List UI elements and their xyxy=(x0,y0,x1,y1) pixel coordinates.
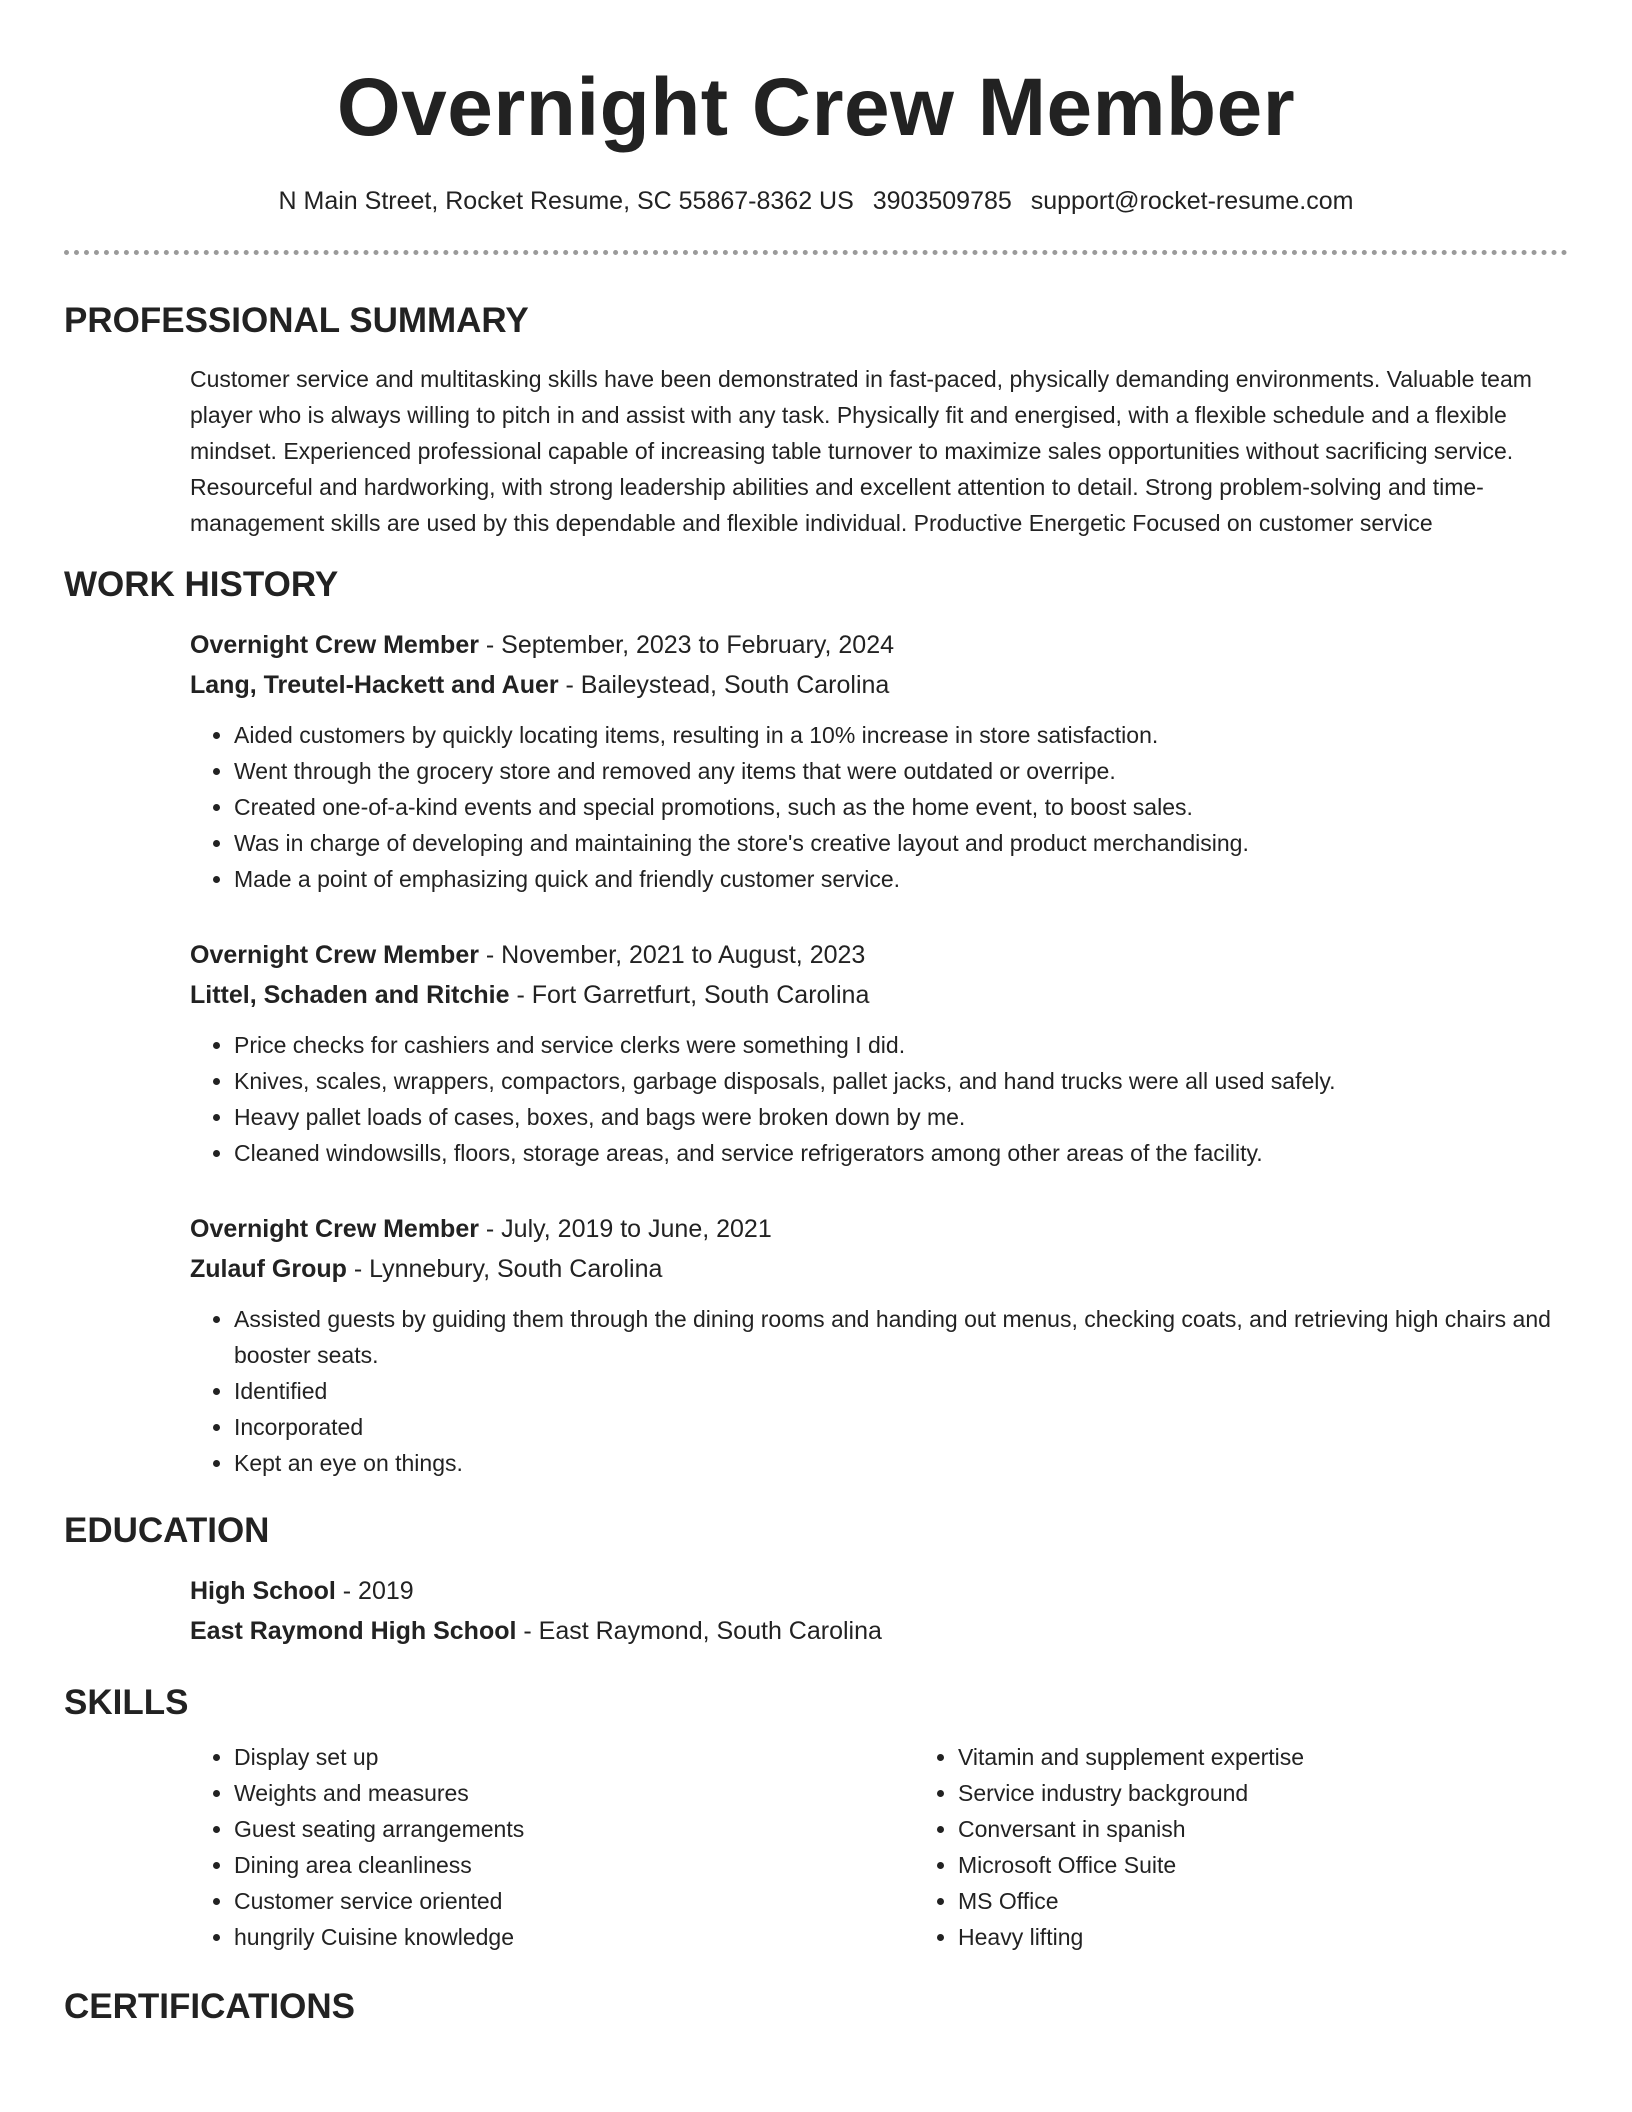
summary-text: Customer service and multitasking skills have been demonstrated in fast-paced, physically demanding environments. Valuable team player who is always willing to pitch in and assist with any task. Physically fit and energised, with a flexible schedule and a flexible mindset. Experienced professional capable of increasing table turnover to maximize sales opportunities without sacrificing service. Resourceful and hardworking, with strong leadership abilities and excellent attention to detail. Strong problem-solving and time-management skills are used by this dependable and flexible individual. Productive Energetic Focused on customer service xyxy=(190,366,1532,536)
job-entry xyxy=(190,1209,1568,1481)
job-company: Littel, Schaden and Ritchie xyxy=(190,981,510,1009)
job-bullets xyxy=(190,717,1568,897)
work-history-heading: WORK HISTORY xyxy=(64,565,339,604)
job-bullet: • Price checks for cashiers and service clerks were something I did. xyxy=(234,1027,1568,1063)
education-heading: EDUCATION xyxy=(64,1511,270,1550)
job-role: Overnight Crew Member xyxy=(190,631,479,659)
job-title-line xyxy=(190,1209,1568,1249)
contact-address: N Main Street, Rocket Resume, SC 55867-8362 US xyxy=(278,187,854,215)
job-bullet: • Created one-of-a-kind events and special promotions, such as the home event, to boost sales. xyxy=(234,789,1568,825)
education-degree: High School xyxy=(190,1577,336,1605)
summary-heading: PROFESSIONAL SUMMARY xyxy=(64,301,529,340)
job-location: - Lynnebury, South Carolina xyxy=(346,1255,663,1283)
job-role: Overnight Crew Member xyxy=(190,1215,479,1243)
skill-item: • Service industry background xyxy=(958,1775,1304,1811)
job-company: Zulauf Group xyxy=(190,1255,347,1283)
job-bullet: • Cleaned windowsills, floors, storage areas, and service refrigerators among other areas of the facility. xyxy=(234,1135,1568,1171)
job-bullet: • Incorporated xyxy=(234,1409,1568,1445)
job-dates: - September, 2023 to February, 2024 xyxy=(478,631,895,659)
education-school-line xyxy=(190,1611,1568,1651)
job-dates: - November, 2021 to August, 2023 xyxy=(478,941,866,969)
job-bullet: • Was in charge of developing and maintaining the store's creative layout and product merchandising. xyxy=(234,825,1568,861)
skill-item: • Dining area cleanliness xyxy=(234,1847,914,1883)
job-title-line xyxy=(190,935,1568,975)
contact-phone: 3903509785 xyxy=(872,187,1012,215)
education-degree-line xyxy=(190,1571,1568,1611)
skill-item: • Conversant in spanish xyxy=(958,1811,1304,1847)
skill-item: • Display set up xyxy=(234,1739,914,1775)
skill-item: • Vitamin and supplement expertise xyxy=(958,1739,1304,1775)
job-bullet: • Went through the grocery store and removed any items that were outdated or overripe. xyxy=(234,753,1568,789)
skills-column-right xyxy=(914,1739,1304,1955)
work-history-list xyxy=(64,625,1568,1481)
contact-email: support@rocket-resume.com xyxy=(1030,187,1354,215)
job-dates: - July, 2019 to June, 2021 xyxy=(478,1215,772,1243)
skill-item: • Weights and measures xyxy=(234,1775,914,1811)
job-entry xyxy=(190,625,1568,897)
skill-item: • Guest seating arrangements xyxy=(234,1811,914,1847)
contact-line xyxy=(64,184,1568,218)
job-location: - Baileystead, South Carolina xyxy=(558,671,890,699)
job-role: Overnight Crew Member xyxy=(190,941,479,969)
job-location: - Fort Garretfurt, South Carolina xyxy=(509,981,870,1009)
job-bullet: • Kept an eye on things. xyxy=(234,1445,1568,1481)
job-bullet: • Aided customers by quickly locating items, resulting in a 10% increase in store satisfaction. xyxy=(234,717,1568,753)
header-divider xyxy=(64,250,1568,255)
skills-heading: SKILLS xyxy=(64,1683,189,1722)
education-entry xyxy=(190,1571,1568,1651)
job-bullets xyxy=(190,1027,1568,1171)
job-bullets xyxy=(190,1301,1568,1481)
job-company: Lang, Treutel-Hackett and Auer xyxy=(190,671,559,699)
education-location: - East Raymond, South Carolina xyxy=(516,1617,882,1645)
education-school: East Raymond High School xyxy=(190,1617,517,1645)
job-bullet: • Heavy pallet loads of cases, boxes, and bags were broken down by me. xyxy=(234,1099,1568,1135)
job-title-line xyxy=(190,625,1568,665)
resume-name: Overnight Crew Member xyxy=(336,62,1296,153)
skill-item: • Microsoft Office Suite xyxy=(958,1847,1304,1883)
education-year: - 2019 xyxy=(335,1577,414,1605)
job-company-line xyxy=(190,1249,1568,1289)
skill-item: • MS Office xyxy=(958,1883,1304,1919)
job-entry xyxy=(190,935,1568,1171)
skills-list xyxy=(190,1739,1568,1955)
job-bullet: • Knives, scales, wrappers, compactors, garbage disposals, pallet jacks, and hand trucks were all used safely. xyxy=(234,1063,1568,1099)
skill-item: • Customer service oriented xyxy=(234,1883,914,1919)
skills-column-left xyxy=(190,1739,914,1955)
job-bullet: • Made a point of emphasizing quick and friendly customer service. xyxy=(234,861,1568,897)
skill-item: • Heavy lifting xyxy=(958,1919,1304,1955)
job-bullet: • Identified xyxy=(234,1373,1568,1409)
job-company-line xyxy=(190,975,1568,1015)
skill-item: • hungrily Cuisine knowledge xyxy=(234,1919,914,1955)
job-company-line xyxy=(190,665,1568,705)
certifications-heading: CERTIFICATIONS xyxy=(64,1987,356,2026)
job-bullet: • Assisted guests by guiding them through the dining rooms and handing out menus, checking coats, and retrieving high chairs and booster seats. xyxy=(234,1301,1568,1373)
